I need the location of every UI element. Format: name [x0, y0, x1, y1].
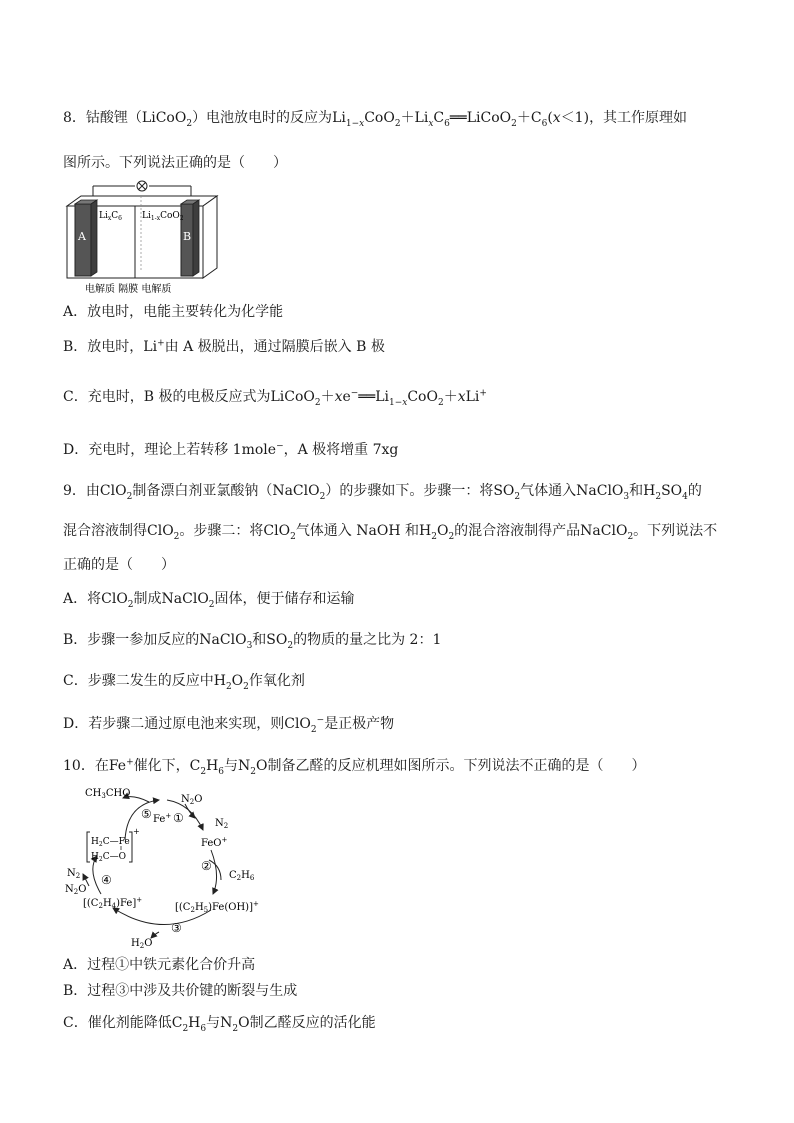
step-4-icon: ④	[101, 873, 112, 887]
q10-option-b: B．过程③中涉及共价键的断裂与生成	[63, 983, 298, 999]
q10-option-c: C．催化剂能降低$C_2H_6$与$N_2O$制乙醛反应的活化能	[63, 1015, 376, 1034]
q8-option-d: D．充电时，理论上若转移 1mole−，A 极将增重 7xg	[63, 441, 399, 458]
label-ch3cho: $CH_3CHO$	[85, 788, 131, 800]
label-c2h4fe: $[(C_2H_4)Fe]^+$	[83, 896, 143, 910]
q9-stem-line3: 正确的是（ ）	[63, 557, 175, 573]
q10-stem: 10．在Fe+催化下，$C_2H_6$与$N_2O$制备乙醛的反应机理如图所示。下列说法不正确的是（ ）	[63, 757, 646, 777]
step-2-icon: ②	[201, 859, 212, 873]
label-n2-top: $N_2$	[215, 818, 229, 830]
label-fe-plus: Fe+	[153, 812, 172, 825]
q9-option-a: A．将ClO$_2$制成NaClO$_2$固体，便于储存和运输	[63, 591, 355, 610]
lamp-icon	[137, 181, 147, 191]
q9-stem-line2: 混合溶液制得ClO$_2$。步骤二：将ClO$_2$气体通入 NaOH 和$H_2O_2$的混合溶液制得产品NaClO$_2$。下列说法不	[63, 523, 718, 542]
label-c2h6: $C_2H_6$	[229, 870, 255, 882]
label-feo-plus: FeO+	[201, 836, 228, 849]
step-1-icon: ①	[173, 811, 184, 825]
q8-option-c: C．充电时，B 极的电极反应式为$LiCoO_2+xe^-══Li_{1-x}CoO_2+xLi^+$	[63, 388, 487, 408]
label-b: B	[183, 230, 192, 243]
q9-option-d: D．若步骤二通过原电池来实现，则ClO$_2$−是正极产物	[63, 715, 395, 735]
q9-option-b: B．步骤一参加反应的NaClO$_3$和$SO_2$的物质的量之比为 2：1	[63, 632, 442, 651]
label-lixc6: $Li_xC_6$	[99, 211, 122, 222]
catalytic-cycle-diagram	[63, 782, 273, 952]
label-li1-xcoo2: $Li_{1-x}CoO_2$	[142, 211, 184, 222]
label-a: A	[78, 230, 86, 243]
label-h2o: $H_2O$	[131, 938, 153, 950]
q10-option-a: A．过程①中铁元素化合价升高	[63, 957, 256, 973]
label-n2o-top: $N_2O$	[181, 794, 203, 806]
q8-stem-line1: 8．钴酸锂（LiCoO$_2$）电池放电时的反应为$Li_{1-x}CoO_2+Li_xC_6══LiCoO_2+C_6(x<1)$，其工作原理如	[63, 110, 688, 129]
step-5-icon: ⑤	[141, 807, 152, 821]
q8-number: 8．	[63, 110, 86, 126]
label-ring-bottom: $H_2C—O$	[91, 852, 126, 863]
svg-text:+: +	[133, 827, 140, 836]
step-3-icon: ③	[171, 921, 182, 935]
q8-stem-line2: 图所示。下列说法正确的是（ ）	[63, 155, 287, 171]
label-ring-top: $H_2C—Fe$	[91, 837, 130, 848]
label-electrolyte-membrane: 电解质 隔膜 电解质	[85, 284, 172, 295]
label-n2-left: $N_2$	[67, 868, 81, 880]
q9-option-c: C．步骤二发生的反应中$H_2O_2$作氧化剂	[63, 673, 305, 692]
q8-option-b: B．放电时，Li+由 A 极脱出，通过隔膜后嵌入 B 极	[63, 338, 385, 355]
label-n2o-left: $N_2O$	[65, 884, 87, 896]
q9-stem-line1: 9．由ClO$_2$制备漂白剂亚氯酸钠（NaClO$_2$）的步骤如下。步骤一：将$SO_2$气体通入NaClO$_3$和$H_2SO_4$的	[63, 483, 702, 502]
q8-option-a: A．放电时，电能主要转化为化学能	[63, 304, 284, 320]
label-c2h5feoh: $[(C_2H_5)Fe(OH)]^+$	[175, 900, 259, 914]
battery-diagram	[63, 178, 223, 296]
